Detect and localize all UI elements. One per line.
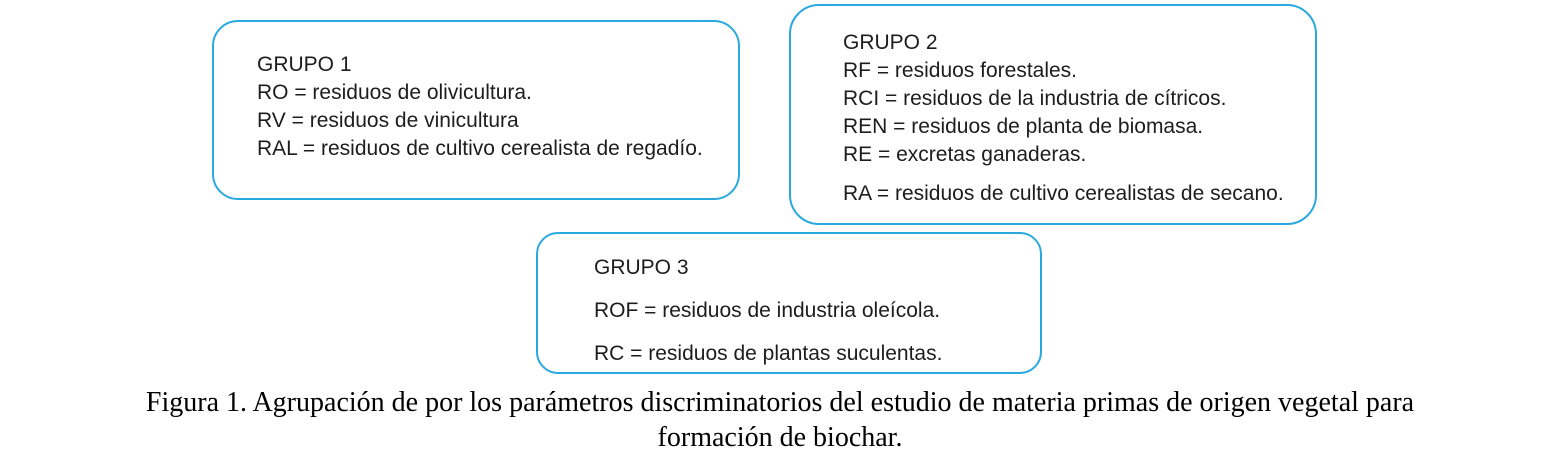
figure-caption [0, 385, 1560, 455]
group-3-line-rof: ROF = residuos de industria oleícola. [594, 299, 941, 322]
group-box-1 [212, 20, 740, 200]
group-2-line-ra: RA = residuos de cultivo cerealistas de secano. [843, 182, 1284, 205]
caption-line-2: formación de biochar. [657, 422, 903, 453]
group-2-line-re: RE = excretas ganaderas. [843, 143, 1087, 166]
group-2-line-rf: RF = residuos forestales. [843, 59, 1078, 82]
group-box-3 [536, 232, 1042, 374]
group-1-line-rv: RV = residuos de vinicultura [257, 109, 519, 132]
group-2-title: GRUPO 2 [843, 31, 938, 54]
group-2-line-ren: REN = residuos de planta de biomasa. [843, 115, 1204, 138]
group-3-line-rc: RC = residuos de plantas suculentas. [594, 342, 943, 365]
group-1-line-ral: RAL = residuos de cultivo cerealista de regadío. [257, 137, 703, 160]
caption-line-1: Figura 1. Agrupación de por los parámetros discriminatorios del estudio de materia primas de origen vegetal para [145, 387, 1415, 418]
group-1-line-ro: RO = residuos de olivicultura. [257, 81, 532, 104]
group-3-title: GRUPO 3 [594, 256, 689, 279]
group-2-line-rci: RCI = residuos de la industria de cítricos. [843, 87, 1227, 110]
group-box-2 [789, 4, 1317, 225]
group-1-title: GRUPO 1 [257, 53, 352, 76]
